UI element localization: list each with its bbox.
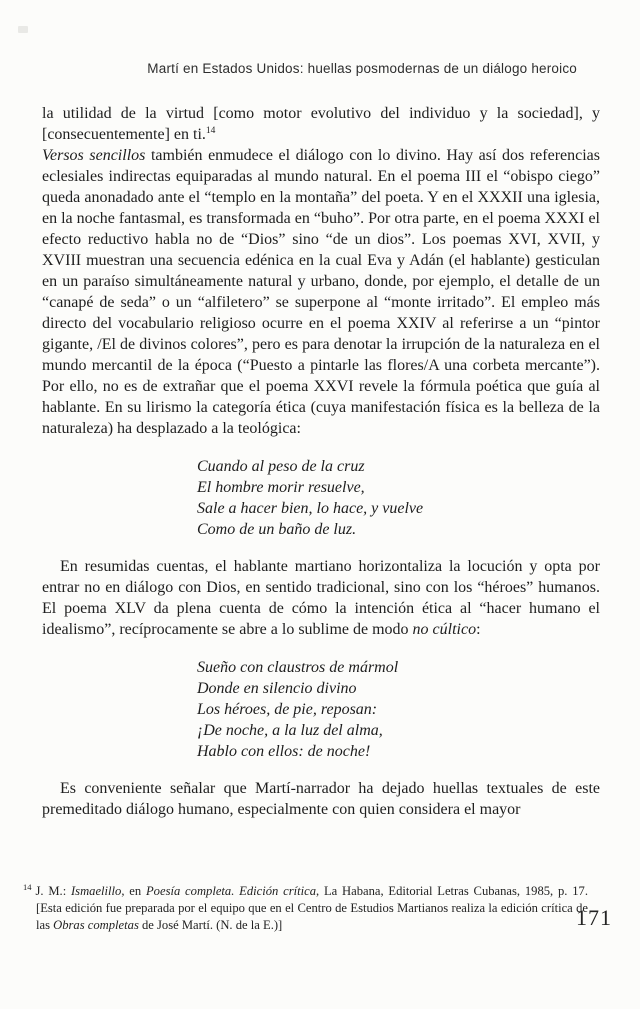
paragraph-text: En resumidas cuentas, el hablante martiano horizontaliza la locución y opta por entrar no en diálogo con Dios, en sentido tradicional, sino con los “héroes” humanos. El poema XLV da plena cuenta de cómo la intención ética al “hacer humano el idealismo”, recíprocamente se abre a lo sublime de modo [42, 558, 600, 638]
work-title-italic: Obras completas [53, 918, 139, 933]
work-title-italic: Versos sencillos [42, 147, 146, 164]
paragraph-text: también enmudece el diálogo con lo divino. Hay así dos referencias eclesiales indirectas equiparadas al mundo natural. En el poema III el “obispo ciego” queda anonadado ante el “templo en la montaña” del poeta. Y en el XXXII una iglesia, en la noche fantasmal, es transformada en “buho”. Por otra parte, en el poema XXXI el efecto reductivo habla no de “Dios” sino “de un dios”. Los poemas XVI, XVII, y XVIII muestran una secuencia edénica en la cual Eva y Adán (el hablante) gesticulan en un paraíso simultáneamente natural y urbano, donde, por ejemplo, el detalle de un “canapé de seda” o un “alfiletero” se superpone al “monte irritado”. El empleo más directo del vocabulario religioso ocurre en el poema XXIV al referirse a un “pintor gigante, /El de divinos colores”, pero es para denotar la irrupción de la naturaleza en el mundo mercantil de la época (“Puesto a pintarle las flores/A una corbeta mercante”). Por ello, no es de extrañar que el poema XXVI revele la fórmula poética que guía al hablante. En su lirismo la categoría ética (cuya manifestación física es la belleza de la naturaleza) ha desplazado a la teológica: [42, 147, 600, 437]
paragraph-text: Es conveniente señalar que Martí-narrador ha dejado huellas textuales de este premeditado diálogo humano, especialmente con quien considera el mayor [42, 780, 600, 818]
poem-line: Donde en silencio divino [197, 680, 357, 697]
paragraph-quote-end [42, 103, 600, 145]
poem-line: Cuando al peso de la cruz [197, 458, 365, 475]
poem-line: Como de un baño de luz. [197, 521, 357, 538]
poem-line: Los héroes, de pie, reposan: [197, 701, 378, 718]
footnote-14 [23, 883, 588, 935]
scan-artifact [18, 26, 28, 33]
footnote-text: , en [121, 884, 146, 898]
running-header: Martí en Estados Unidos: huellas posmodernas de un diálogo heroico [147, 61, 577, 76]
poem-quote-1 [197, 456, 600, 540]
footnote-reference: 14 [205, 126, 216, 136]
poem-quote-2 [197, 657, 600, 762]
paragraph-en-resumidas [42, 556, 600, 640]
footnote-text: de José Martí. (N. de la E.)] [138, 918, 283, 933]
text-block [42, 103, 600, 820]
poem-line: Sueño con claustros de mármol [197, 659, 399, 676]
page-number: 171 [576, 905, 612, 930]
poem-line: Hablo con ellos: de noche! [197, 743, 371, 760]
work-title-italic: Poesía completa. Edición crítica [145, 884, 316, 898]
paragraph-text: : [476, 621, 481, 638]
footnote-area [23, 883, 600, 935]
footnote-text: , La Habana, Editorial Letras Cubanas, 1985, p. 17. [Esta edición fue preparada por el equipo que en el Centro de Estudios Martianos realiza la edición crítica de las [36, 884, 588, 933]
footnote-text: J. M.: [35, 884, 71, 898]
poem-line: El hombre morir resuelve, [197, 479, 365, 496]
poem-line: Sale a hacer bien, lo hace, y vuelve [197, 500, 424, 517]
paragraph-versos-sencillos [42, 145, 600, 439]
paragraph-text: la utilidad de la virtud [como motor evolutivo del individuo y la sociedad], y [consecuentemente] en ti. [42, 105, 600, 143]
emphasis-italic: no cúltico [412, 621, 477, 638]
paragraph-es-conveniente [42, 778, 600, 820]
work-title-italic: Ismaelillo [70, 884, 122, 898]
poem-line: ¡De noche, a la luz del alma, [197, 722, 383, 739]
footnote-number: 14 [23, 882, 32, 892]
